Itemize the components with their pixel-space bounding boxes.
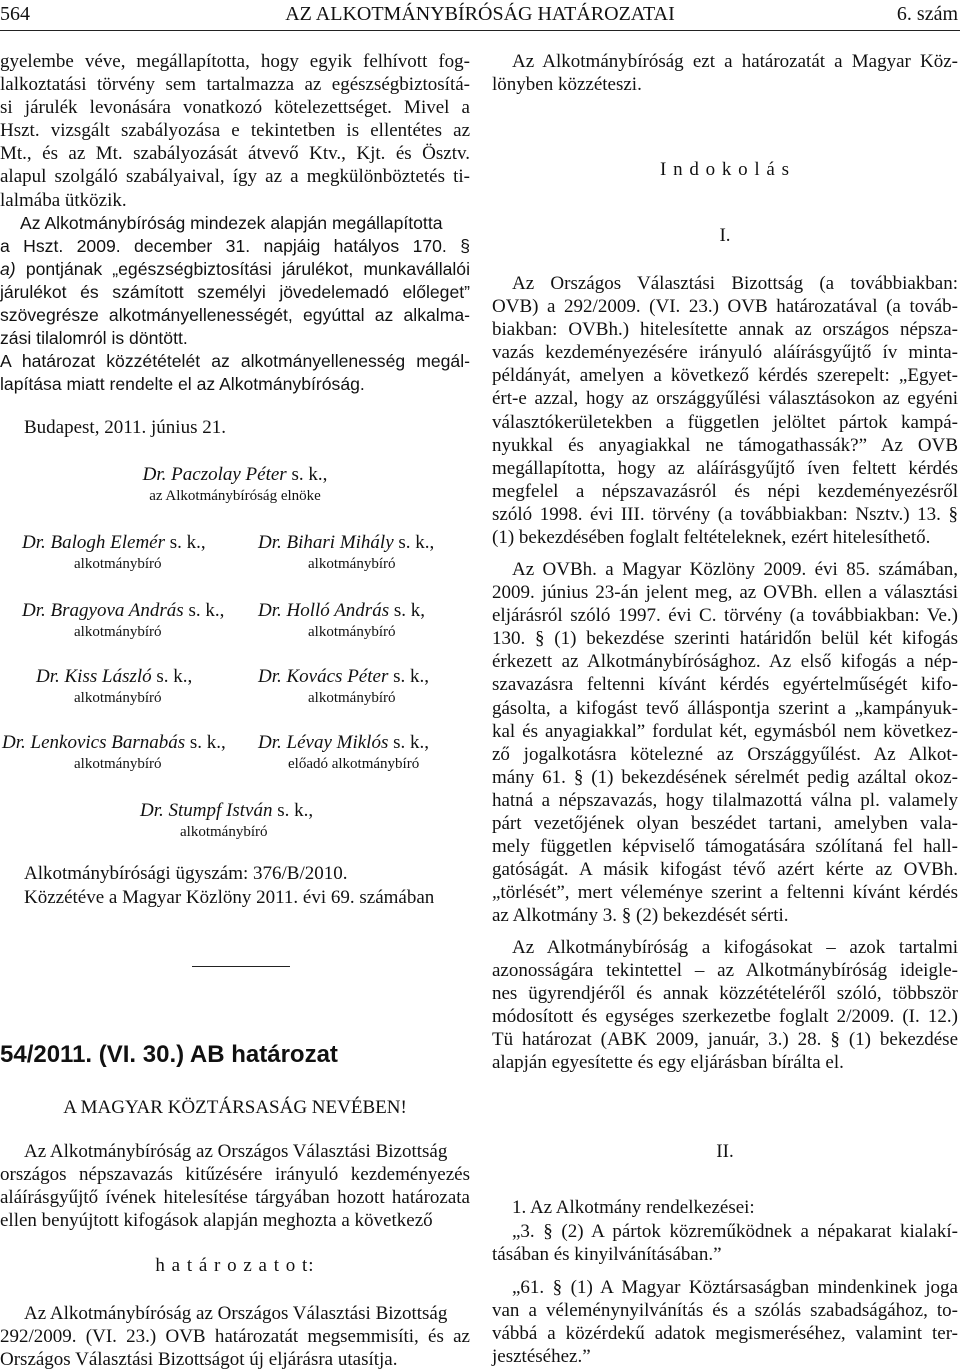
signature-suffix: s. k., — [185, 732, 226, 753]
judge-role: alkotmánybíró — [180, 824, 268, 840]
judge-name: Dr. Bragyova András — [22, 600, 184, 621]
judge-role: alkotmánybíró — [308, 690, 396, 706]
judge-signature — [258, 732, 429, 774]
judge-role: alkotmánybíró — [74, 690, 162, 706]
text-line: lalmába ütközik. — [0, 189, 127, 211]
signature-name-line — [258, 666, 429, 688]
text-line: Az Alkotmánybíróság ezt a határozatát a Magyar Köz- — [512, 51, 958, 72]
text-line: „61. § (1) A Magyar Köztársaságban mindenkinek joga — [512, 1277, 958, 1298]
signature-suffix: s. k., — [183, 600, 225, 621]
signature-name-line — [258, 532, 434, 554]
left-paragraph-findings — [0, 212, 470, 351]
text-line — [0, 258, 470, 281]
text-line: nes ügyrendjéről és annak közzétételéről szóló, többször — [492, 983, 958, 1005]
text-line: példányát, amelyen a következő kérdés szerepelt: „Egyet- — [492, 365, 958, 387]
section-divider — [192, 966, 290, 967]
left-paragraph-publication — [0, 350, 470, 396]
president-role: az Alkotmánybíróság elnöke — [149, 488, 321, 504]
judge-signature — [140, 800, 313, 842]
text-line: A határozat közzétételét az alkotmányellenesség megál- — [0, 351, 470, 371]
signature-name-line — [22, 532, 206, 554]
text-line: Az OVBh. a Magyar Közlöny 2009. évi 85. számában, — [512, 559, 958, 580]
constitution-provisions-label: 1. Az Alkotmány rendelkezései: — [512, 1197, 755, 1218]
text-line: érkezett az Alkotmánybírósághoz. Az első kifogás a nép- — [492, 651, 958, 673]
publication-note: Közzétéve a Magyar Közlöny 2011. évi 69. számában — [24, 887, 435, 908]
judge-signature — [258, 666, 429, 708]
intro-paragraph — [0, 1140, 470, 1232]
text-fragment: pontjának „egészségbiztosítási járulékot, munkavállalói — [15, 259, 470, 280]
text-line: módosított és egységes szerkezetbe foglalt 2/2009. (I. 12.) — [492, 1006, 958, 1028]
text-line: az Alkotmány 3. § (2) bekezdését sérti. — [492, 905, 789, 927]
text-line: a Hszt. 2009. december 31. napjáig hatályos 170. § — [0, 236, 470, 257]
signature-suffix: s. k., — [388, 666, 429, 687]
ruling-paragraph — [0, 1302, 470, 1371]
text-line: „törlését”, mert véleménye szerint a feltenni kívánt kérdés — [492, 882, 958, 904]
place-and-date: Budapest, 2011. június 21. — [24, 417, 226, 438]
judge-role: alkotmánybíró — [74, 556, 162, 572]
text-line: nyukkal és anyagiakkal ne támogathassák?” Az OVB — [492, 434, 958, 456]
quote-article-61 — [492, 1276, 958, 1368]
text-line: megfelel a népszavazásról és népi kezdeményezésről — [492, 480, 958, 502]
text-line: ellen benyújtott kifogások alapján meghozta a következő — [0, 1210, 433, 1232]
text-line: OVB) a 292/2009. (VI. 23.) OVB határozatával (a továb- — [492, 296, 958, 318]
text-line: biakban: OVBh.) hitelesítette annak az országos népsza- — [492, 319, 958, 341]
text-line: tásában és kinyilvánításában.” — [492, 1244, 722, 1266]
case-number: Alkotmánybírósági ügyszám: 376/B/2010. — [24, 863, 348, 884]
judge-role: előadó alkotmánybíró — [288, 756, 420, 772]
president-signature — [0, 464, 470, 506]
judge-signature — [22, 600, 224, 642]
text-line: lalkoztatási törvény sem tartalmazza az egészségbiztosítá- — [0, 74, 470, 96]
right-publication-paragraph — [492, 50, 958, 96]
signature-suffix: s. k, — [389, 600, 425, 621]
text-line: kal és anyagiakkal” fordulat két, egymásból nem következ- — [492, 720, 958, 742]
text-line: Országos Választási Bizottságot új eljárásra utasítja. — [0, 1349, 398, 1371]
text-line: (1) bekezdésében foglalt feltételeknek, ezért hitelesíthető. — [492, 527, 931, 549]
hatarozatot-heading: h a t á r o z a t o t: — [155, 1255, 315, 1276]
text-line: ért-e azzal, hogy az országgyűlési választásokon az egyéni — [492, 388, 958, 410]
text-line: 292/2009. (VI. 23.) OVB határozatát megsemmisíti, és az — [0, 1326, 470, 1348]
judge-signature — [258, 532, 434, 574]
text-line: hatná a népszavazás, hogy tilalmazottá válna pl. valamely — [492, 789, 958, 811]
signature-name-line — [258, 600, 425, 622]
text-line: alapján egyesítette és egy eljárásban bírálta el. — [492, 1052, 844, 1074]
text-line: Mt., és az Mt. szabályozását átvevő Ktv., Kjt. és Ösztv. — [0, 143, 470, 165]
text-line: lönyben közzéteszi. — [492, 74, 642, 96]
judge-signature — [258, 600, 425, 642]
signature-suffix: s. k., — [151, 666, 193, 687]
text-line: megállapította, hogy az aláírásgyűjtő íven feltett kérdés — [492, 457, 958, 479]
decision-title: 54/2011. (VI. 30.) AB határozat — [0, 1041, 338, 1068]
text-line: szóló 1998. évi III. törvény (a továbbiakban: Nsztv.) 13. § — [492, 503, 958, 525]
judge-role: alkotmánybíró — [308, 624, 396, 640]
text-line: lapítása miatt rendelte el az Alkotmánybíróság. — [0, 374, 365, 395]
text-line: mány 61. § (1) bekezdésének sérelmét pedig azáltal okoz- — [492, 766, 958, 788]
text-line: vazás kezdeményezésére irányuló aláírásgyűjtő ív minta- — [492, 342, 958, 364]
text-line: Az Alkotmánybíróság a kifogásokat – azok tartalmi — [512, 937, 958, 958]
judge-name: Dr. Balogh Elemér — [22, 532, 166, 553]
text-line: si járulék levonására vonatkozó kötelezettséget. Mivel a — [0, 97, 470, 119]
signature-name-line — [22, 600, 224, 622]
text-line: Hszt. vizsgált szabályozása e tekintetben is ellentétes az — [0, 120, 470, 142]
signature-name-line — [36, 666, 192, 688]
text-line: zási tilalomról is döntött. — [0, 328, 188, 349]
left-paragraph-1 — [0, 50, 470, 212]
text-line: mely független képviselő támogatására szólítaná fel hall- — [492, 836, 958, 858]
nation-heading: A MAGYAR KÖZTÁRSASÁG NEVÉBEN! — [63, 1097, 407, 1118]
signature-name-line — [0, 464, 470, 486]
text-line: párt vezetőjének olyan beszédet tartani, amelyben vala- — [492, 813, 958, 835]
president-name: Dr. Paczolay Péter — [142, 464, 287, 485]
judge-name: Dr. Kovács Péter — [258, 666, 389, 687]
text-line: alapul szolgáló szabályaival, így az a megkülönböztetés ti- — [0, 166, 470, 188]
indokolas-heading: I n d o k o l á s — [660, 159, 790, 180]
issue-number: 6. szám — [896, 3, 958, 25]
text-line: aláírásgyűjtő ívének hitelesítése tárgyában hozott határozata — [0, 1187, 470, 1209]
text-line: „3. § (2) A pártok közreműködnek a népakarat kialakí- — [512, 1221, 958, 1242]
text-line: Az Alkotmánybíróság az Országos Választási Bizottság — [24, 1303, 448, 1324]
text-line: 2009. június 23-án jelent meg, az OVBh. ellen a választási — [492, 582, 958, 604]
signature-name-line — [258, 732, 429, 754]
signature-name-line — [2, 732, 226, 754]
text-line: gásolta, a kifogást tevő álláspontja szerint a „kampányuk- — [492, 697, 958, 719]
signature-name-line — [140, 800, 313, 822]
judge-signature — [22, 532, 206, 574]
section1-paragraph-2 — [492, 558, 958, 928]
case-info — [24, 862, 434, 910]
text-line: szavazásra feltenni kívánt kérdés egyértelműségét kifo- — [492, 674, 958, 696]
text-line: gatóságát. A másik kifogást tévő azért kérte az OVBh. — [492, 859, 958, 881]
judge-signature — [2, 732, 226, 774]
signature-suffix: s. k., — [165, 532, 206, 553]
text-line: gyelembe véve, megállapította, hogy egyik felhívott fog- — [0, 51, 470, 72]
text-line: Az Országos Választási Bizottság (a továbbiakban: — [512, 273, 958, 294]
text-line: járulékot és számított személyi jövedelemadó előleget” — [0, 282, 470, 303]
judge-role: alkotmánybíró — [74, 756, 162, 772]
text-line: országos népszavazás kitűzésére irányuló kezdeményezés — [0, 1164, 470, 1186]
signature-suffix: s. k., — [393, 532, 435, 553]
judge-name: Dr. Kiss László — [36, 666, 152, 687]
judge-name: Dr. Bihari Mihály — [258, 532, 394, 553]
text-line: azonosságára tekintettel – az Alkotmánybíróság ideigle- — [492, 960, 958, 982]
signature-suffix: s. k., — [272, 800, 314, 821]
text-line: ző jogalkotásra kötelezné az Országgyűlést. Az Alkot- — [492, 743, 958, 765]
section1-paragraph-3 — [492, 936, 958, 1075]
judge-role: alkotmánybíró — [74, 624, 162, 640]
judge-name: Dr. Holló András — [258, 600, 390, 621]
signature-suffix: s. k., — [286, 464, 328, 485]
signature-suffix: s. k., — [388, 732, 429, 753]
judge-signature — [36, 666, 192, 708]
text-line: Az Alkotmánybíróság mindezek alapján megállapította — [20, 213, 443, 233]
text-line: eljárásról szóló 1997. évi C. törvény (a továbbiakban: Ve.) — [492, 605, 958, 627]
text-line: van a véleménynyilvánítás és a szólás szabadságához, to- — [492, 1300, 958, 1322]
judge-role: alkotmánybíró — [308, 556, 396, 572]
section1-paragraph-1 — [492, 272, 958, 549]
text-line: jesztéséhez.” — [492, 1346, 591, 1368]
section-heading-2: II. — [716, 1141, 734, 1162]
text-line: Az Alkotmánybíróság az Országos Választási Bizottság — [24, 1141, 448, 1162]
section-heading-1: I. — [719, 225, 731, 246]
text-line: szövegrésze alkotmányellenességét, egyúttal az alkalma- — [0, 305, 470, 326]
point-label: a) — [0, 259, 16, 280]
text-line: 130. § (1) bekezdése szerinti határidőn belül két kifogás — [492, 628, 958, 650]
judge-name: Dr. Stumpf István — [140, 800, 273, 821]
page-number: 564 — [0, 3, 30, 25]
running-header — [0, 0, 960, 31]
quote-article-3 — [492, 1220, 958, 1266]
judge-name: Dr. Lévay Miklós — [258, 732, 389, 753]
text-line: választókerületekben a független jelöltet pártok kampá- — [492, 411, 958, 433]
judge-name: Dr. Lenkovics Barnabás — [2, 732, 186, 753]
publication-title: AZ ALKOTMÁNYBÍRÓSÁG HATÁROZATAI — [285, 3, 675, 25]
text-line: vábbá a közérdekű adatok megismeréséhez, valamint ter- — [492, 1323, 958, 1345]
text-line: Tü határozat (ABK 2009, január, 3.) 28. § (1) bekezdése — [492, 1029, 958, 1051]
